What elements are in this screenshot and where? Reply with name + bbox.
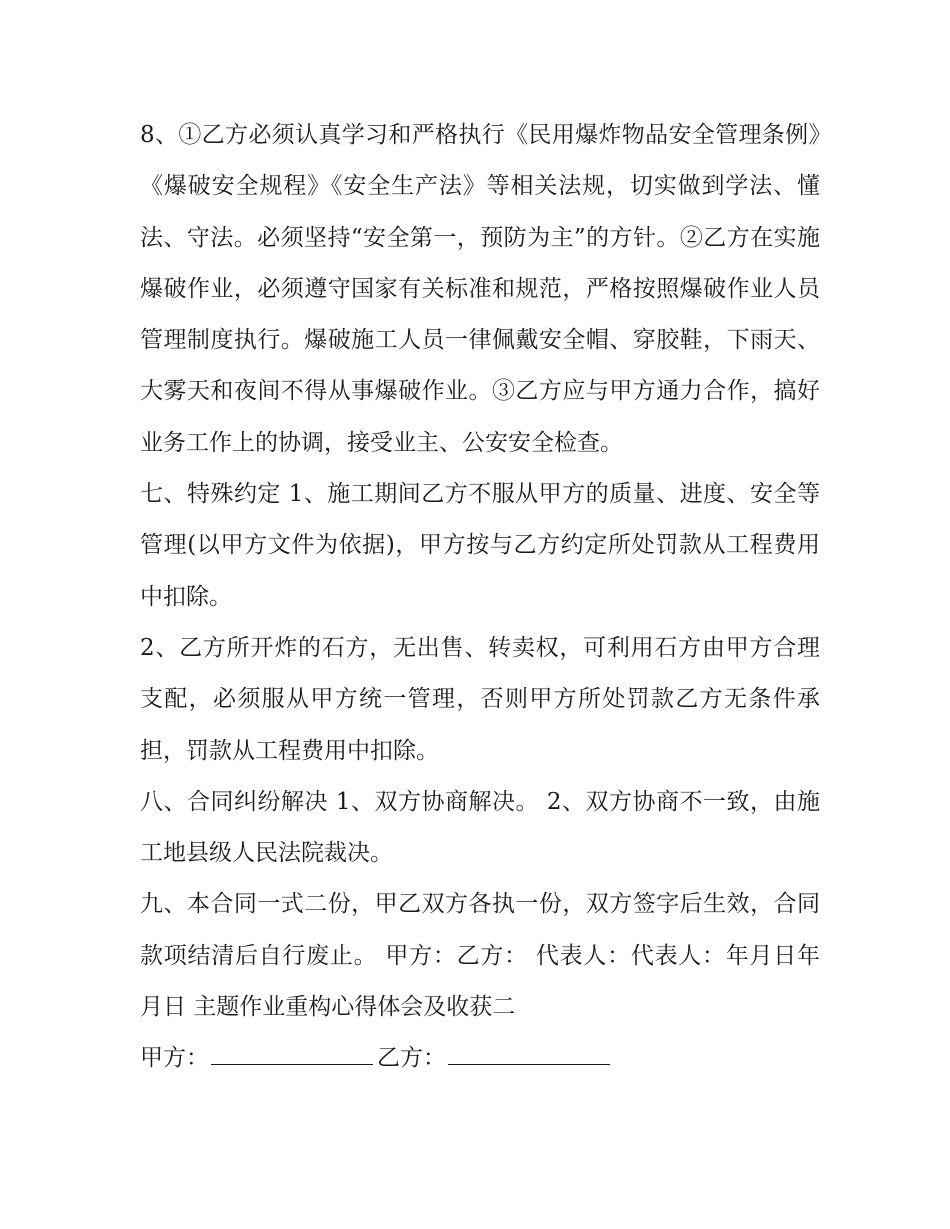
party-b-label: 乙方：	[377, 1045, 446, 1072]
clause-7-2-paragraph: 2、乙方所开炸的石方，无出售、转卖权，可利用石方由甲方合理支配，必须服从甲方统一管理，否则甲方所处罚款乙方无条件承担，罚款从工程费用中扣除。	[140, 634, 820, 764]
document-body	[140, 110, 820, 1085]
party-a-label: 甲方：	[140, 1045, 209, 1072]
clause-8-dispute-paragraph: 八、合同纠纷解决 1、双方协商解决。 2、双方协商不一致，由施工地县级人民法院裁决。	[140, 788, 820, 867]
clause-9-paragraph: 九、本合同一式二份，甲乙双方各执一份，双方签字后生效，合同款项结清后自行废止。 甲方：乙方： 代表人：代表人：年月日年月日 主题作业重构心得体会及收获二	[140, 891, 820, 1021]
clause-7-paragraph: 七、特殊约定 1、施工期间乙方不服从甲方的质量、进度、安全等管理(以甲方文件为依据)，甲方按与乙方约定所处罚款从工程费用中扣除。	[140, 481, 820, 610]
party-a-signature-blank	[211, 1040, 373, 1065]
party-b-signature-blank	[448, 1040, 610, 1065]
clause-8-paragraph: 8、①乙方必须认真学习和严格执行《民用爆炸物品安全管理条例》《爆破安全规程》《安全生产法》等相关法规，切实做到学法、懂法、守法。必须坚持“安全第一，预防为主”的方针。②乙方在实施爆破作业，必须遵守国家有关标准和规范，严格按照爆破作业人员管理制度执行。爆破施工人员一律佩戴安全帽、穿胶鞋，下雨天、大雾天和夜间不得从事爆破作业。③乙方应与甲方通力合作，搞好业务工作上的协调，接受业主、公安安全检查。	[140, 122, 820, 456]
signature-line	[140, 1033, 820, 1084]
